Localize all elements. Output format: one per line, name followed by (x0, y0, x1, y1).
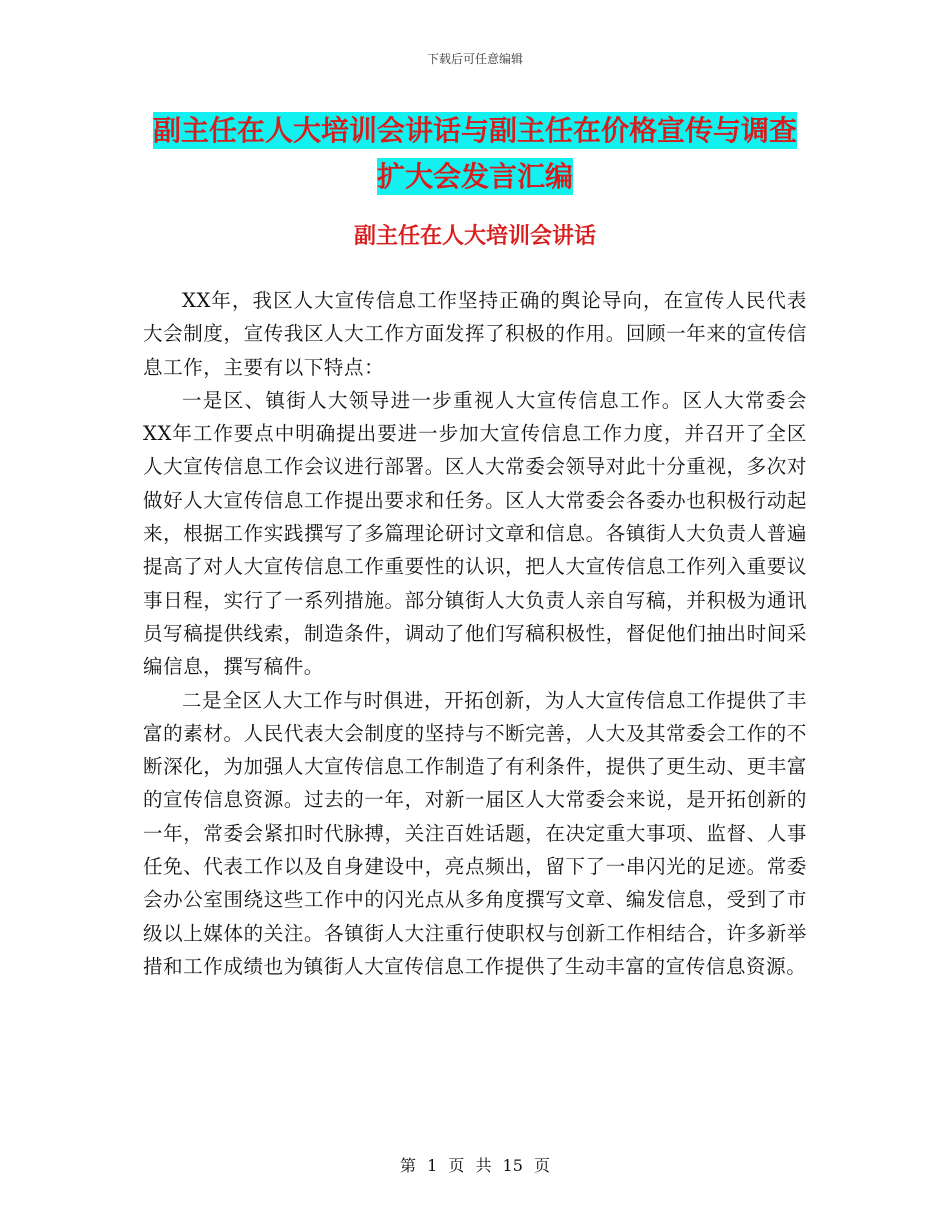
document-body (143, 284, 807, 983)
body-paragraph: 二是全区人大工作与时俱进，开拓创新，为人大宣传信息工作提供了丰富的素材。人民代表大会制度的坚持与不断完善，人大及其常委会工作的不断深化，为加强人大宣传信息工作制造了有利条件，提供了更生动、更丰富的宣传信息资源。过去的一年，对新一届区人大常委会来说，是开拓创新的一年，常委会紧扣时代脉搏，关注百姓话题，在决定重大事项、监督、人事任免、代表工作以及自身建设中，亮点频出，留下了一串闪光的足迹。常委会办公室围绕这些工作中的闪光点从多角度撰写文章、编发信息，受到了市级以上媒体的关注。各镇街人大注重行使职权与创新工作相结合，许多新举措和工作成绩也为镇街人大宣传信息工作提供了生动丰富的宣传信息资源。 (143, 688, 807, 978)
body-paragraph: XX年，我区人大宣传信息工作坚持正确的舆论导向，在宣传人民代表大会制度，宣传我区人大工作方面发挥了积极的作用。回顾一年来的宣传信息工作，主要有以下特点： (143, 289, 807, 379)
document-title-line-2: 扩大会发言汇编 (376, 160, 573, 193)
header-note: 下载后可任意编辑 (426, 52, 523, 66)
body-paragraph: 一是区、镇街人大领导进一步重视人大宣传信息工作。区人大常委会XX年工作要点中明确提出要进一步加大宣传信息工作力度，并召开了全区人大宣传信息工作会议进行部署。区人大常委会领导对此十分重视，多次对做好人大宣传信息工作提出要求和任务。区人大常委会各委办也积极行动起来，根据工作实践撰写了多篇理论研讨文章和信息。各镇街人大负责人普遍提高了对人大宣传信息工作重要性的认识，把人大宣传信息工作列入重要议事日程，实行了一系列措施。部分镇街人大负责人亲自写稿，并积极为通讯员写稿提供线索，制造条件，调动了他们写稿积极性，督促他们抽出时间采编信息，撰写稿件。 (143, 388, 807, 679)
section-title: 副主任在人大培训会讲话 (353, 224, 596, 249)
document-title (140, 108, 810, 200)
page-number-footer: 第 1 页 共 15 页 (400, 1156, 550, 1175)
document-title-line-1: 副主任在人大培训会讲话与副主任在价格宣传与调查 (152, 114, 797, 147)
